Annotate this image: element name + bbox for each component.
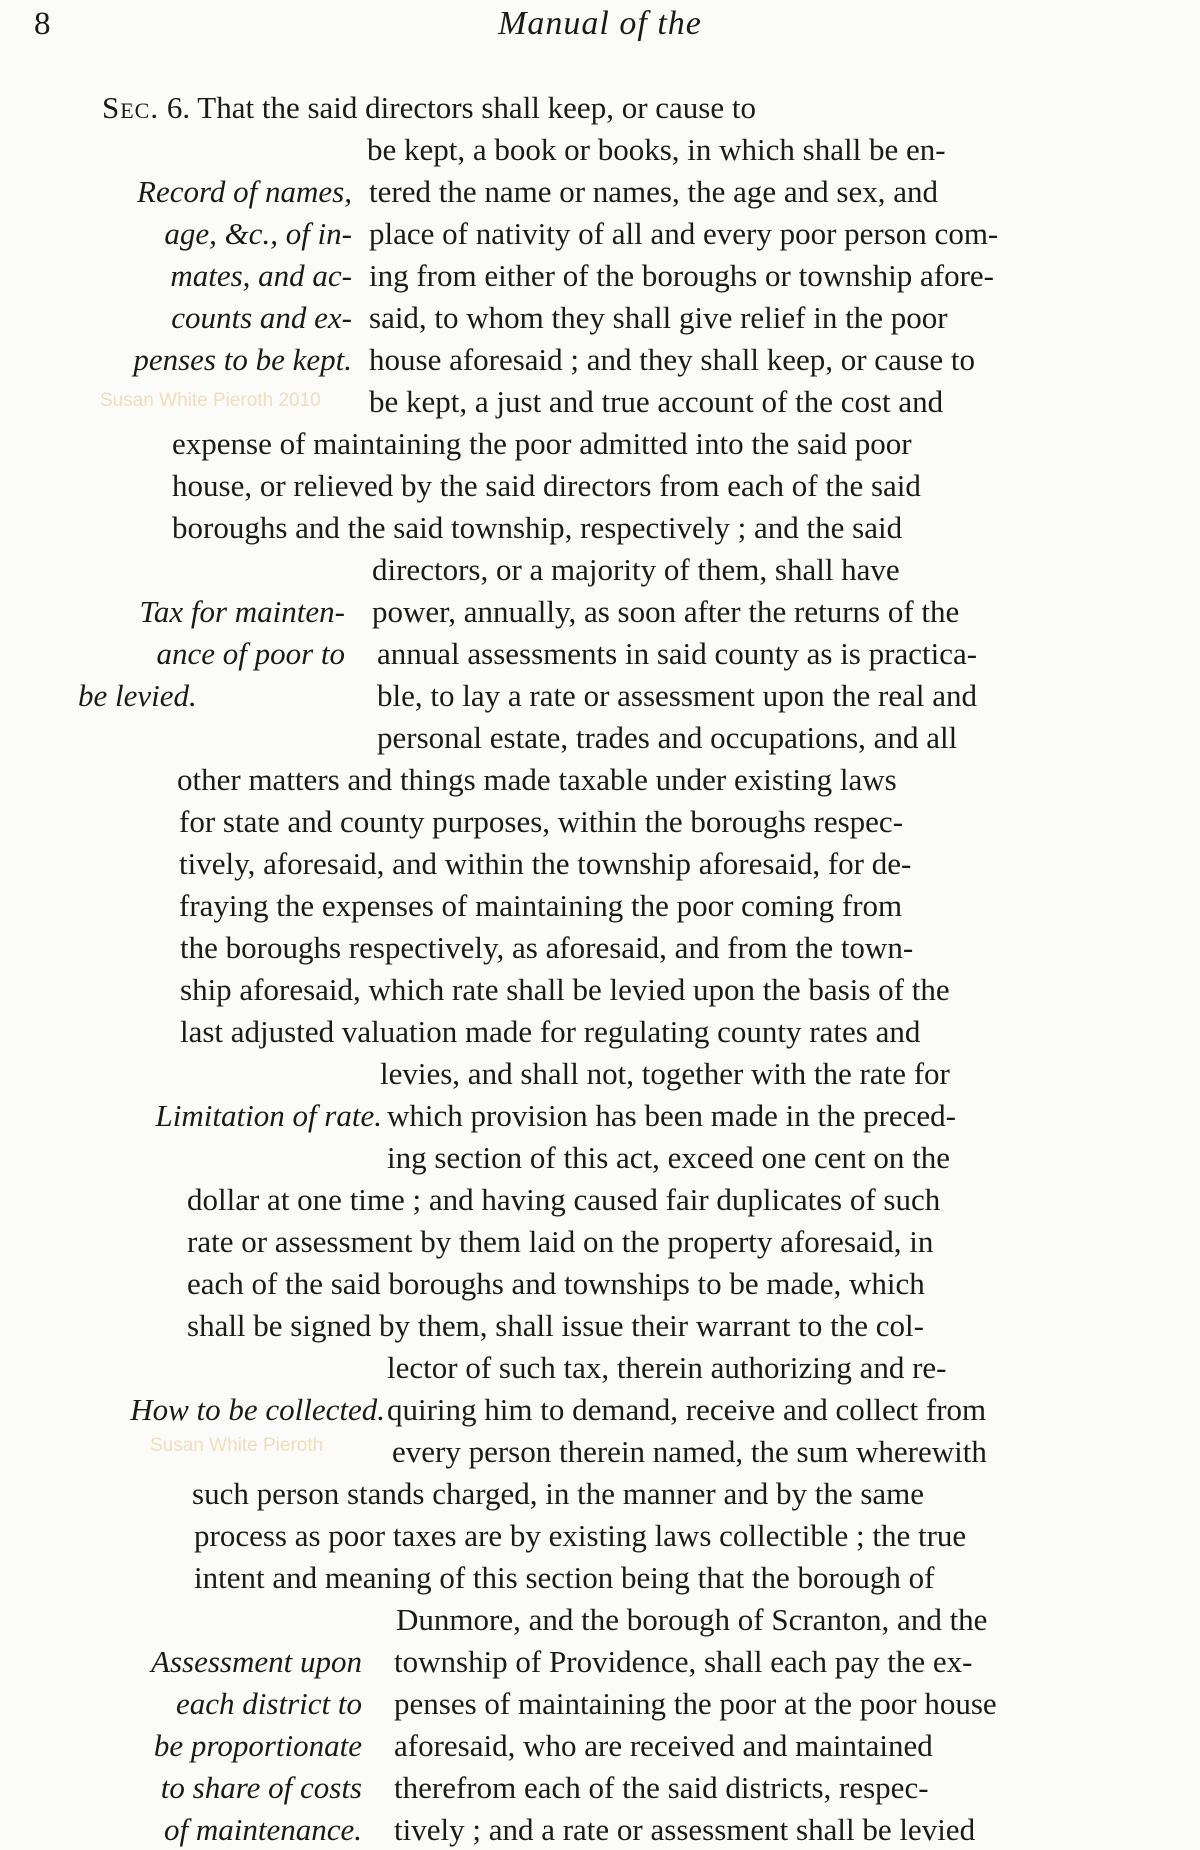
text-line: tively, aforesaid, and within the township aforesaid, for de- [179, 846, 912, 881]
text-line: other matters and things made taxable under existing laws [177, 762, 897, 797]
text-line: each of the said boroughs and townships to be made, which [187, 1266, 925, 1301]
text-line: ble, to lay a rate or assessment upon the real and [377, 678, 977, 713]
text-line: process as poor taxes are by existing laws collectible ; the true [194, 1518, 967, 1553]
sidenote-line: penses to be kept. [133, 342, 352, 377]
text-line: for state and county purposes, within the boroughs respec- [179, 804, 904, 839]
watermark: Susan White Pieroth [150, 1435, 324, 1456]
sidenote-line: Record of names, [137, 174, 352, 209]
sidenote-line: age, &c., of in- [164, 216, 352, 251]
text-line: lector of such tax, therein authorizing and re- [387, 1350, 947, 1385]
text-line: levies, and shall not, together with the rate for [380, 1056, 950, 1091]
text-line: township of Providence, shall each pay the ex- [394, 1644, 973, 1679]
text-line: Dunmore, and the borough of Scranton, and the [396, 1602, 988, 1637]
text-line: such person stands charged, in the manner and by the same [192, 1476, 925, 1511]
text-line: shall be signed by them, shall issue their warrant to the col- [187, 1308, 924, 1343]
text-line: dollar at one time ; and having caused fair duplicates of such [187, 1182, 941, 1217]
text-line: tively ; and a rate or assessment shall be levied [394, 1812, 976, 1847]
running-head: Manual of the [498, 5, 702, 42]
text-line: boroughs and the said township, respectively ; and the said [172, 510, 903, 545]
text-line: be kept, a just and true account of the cost and [369, 384, 944, 419]
sidenote-line: How to be collected. [130, 1392, 385, 1427]
sidenote-line: mates, and ac- [170, 258, 352, 293]
text-line: rate or assessment by them laid on the property aforesaid, in [187, 1224, 934, 1259]
section-label: Sec. [102, 90, 160, 125]
text-line: ship aforesaid, which rate shall be levied upon the basis of the [180, 972, 950, 1007]
text-line: penses of maintaining the poor at the poor house [394, 1686, 997, 1721]
text-line: expense of maintaining the poor admitted into the said poor [172, 426, 912, 461]
sidenote-line: be levied. [78, 678, 197, 713]
text-line: aforesaid, who are received and maintained [394, 1728, 933, 1763]
text-line: tered the name or names, the age and sex, and [369, 174, 938, 209]
sidenote-line: Assessment upon [151, 1644, 362, 1679]
text-line: the boroughs respectively, as aforesaid, and from the town- [180, 930, 914, 965]
text-line: directors, or a majority of them, shall have [372, 552, 900, 587]
text-line: house, or relieved by the said directors from each of the said [172, 468, 921, 503]
sidenote-line: be proportionate [153, 1728, 362, 1763]
text-line: be kept, a book or books, in which shall be en- [367, 132, 946, 167]
text-line: which provision has been made in the preced- [387, 1098, 957, 1133]
text-line: personal estate, trades and occupations, and all [377, 720, 958, 755]
text-line: every person therein named, the sum wherewith [392, 1434, 987, 1469]
text-line: annual assessments in said county as is practica- [377, 636, 978, 671]
text-line: intent and meaning of this section being that the borough of [194, 1560, 935, 1595]
text-line: place of nativity of all and every poor person com- [369, 216, 999, 251]
text-line: ing from either of the boroughs or township afore- [369, 258, 995, 293]
sidenote-line: of maintenance. [163, 1812, 362, 1847]
text-line: therefrom each of the said districts, respec- [394, 1770, 929, 1805]
watermark: Susan White Pieroth 2010 [100, 390, 321, 411]
text-line: Sec. 6. That the said directors shall keep, or cause to [102, 90, 756, 125]
sidenote-line: ance of poor to [156, 636, 345, 671]
text-line: said, to whom they shall give relief in the poor [369, 300, 948, 335]
sidenote-line: each district to [176, 1686, 362, 1721]
sidenote-line: counts and ex- [171, 300, 352, 335]
text-line: fraying the expenses of maintaining the poor coming from [179, 888, 903, 923]
text-line: last adjusted valuation made for regulating county rates and [180, 1014, 921, 1049]
text-line: ing section of this act, exceed one cent on the [387, 1140, 950, 1175]
sidenote-line: to share of costs [160, 1770, 362, 1805]
text-line: power, annually, as soon after the returns of the [372, 594, 960, 629]
sidenote-line: Tax for mainten- [139, 594, 345, 629]
text-line: house aforesaid ; and they shall keep, or cause to [369, 342, 976, 377]
sidenote-line: Limitation of rate. [155, 1098, 382, 1133]
text-line: quiring him to demand, receive and collect from [387, 1392, 987, 1427]
page-number: 8 [34, 6, 51, 42]
